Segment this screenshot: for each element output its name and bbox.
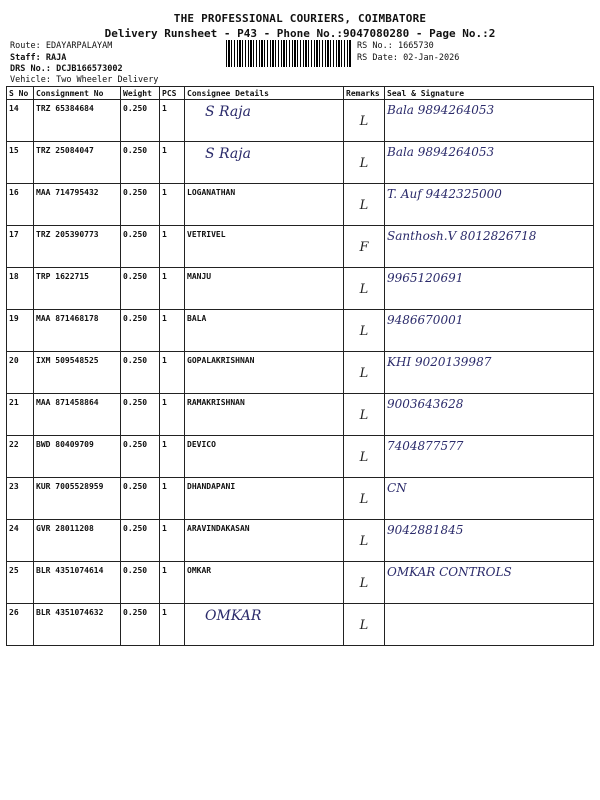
cell-remarks: [344, 184, 385, 226]
cell-weight: 0.250: [121, 478, 160, 520]
table-row: [7, 184, 594, 226]
remark-mark: L: [359, 366, 369, 381]
cell-signature: [385, 478, 594, 520]
cell-consignee: [185, 436, 344, 478]
cell-signature: [385, 436, 594, 478]
cell-weight: 0.250: [121, 436, 160, 478]
rs-no-value: 1665730: [397, 41, 434, 51]
signature: 9486670001: [387, 313, 464, 327]
delivery-table: [6, 86, 594, 646]
handwritten-consignee: OMKAR: [205, 608, 262, 624]
cell-weight: 0.250: [121, 184, 160, 226]
cell-remarks: [344, 436, 385, 478]
cell-remarks: [344, 142, 385, 184]
cell-signature: [385, 268, 594, 310]
remark-mark: L: [359, 198, 369, 213]
cell-consignee: [185, 520, 344, 562]
rs-no-line: RS No.: 1665730: [357, 41, 434, 51]
cell-weight: 0.250: [121, 268, 160, 310]
table-row: [7, 352, 594, 394]
cell-remarks: [344, 478, 385, 520]
handwritten-consignee: S Raja: [205, 146, 251, 162]
cell-sno: 17: [7, 226, 34, 268]
cell-consignment: TRZ 205390773: [34, 226, 121, 268]
cell-sno: 22: [7, 436, 34, 478]
cell-consignee: [185, 604, 344, 646]
cell-remarks: [344, 226, 385, 268]
col-weight: Weight: [121, 87, 160, 100]
signature: Bala 9894264053: [387, 145, 495, 159]
signature: 7404877577: [387, 439, 464, 453]
cell-pcs: 1: [160, 604, 185, 646]
cell-signature: [385, 562, 594, 604]
remark-mark: L: [359, 534, 369, 549]
cell-pcs: 1: [160, 520, 185, 562]
consignee-name: VETRIVEL: [187, 230, 226, 239]
cell-weight: 0.250: [121, 142, 160, 184]
cell-consignment: TRZ 65384684: [34, 100, 121, 142]
cell-sno: 21: [7, 394, 34, 436]
cell-remarks: [344, 562, 385, 604]
cell-consignment: MAA 871468178: [34, 310, 121, 352]
remark-mark: L: [359, 156, 369, 171]
remark-mark: L: [359, 576, 369, 591]
cell-consignee: [185, 184, 344, 226]
cell-sno: 18: [7, 268, 34, 310]
remark-mark: L: [359, 324, 369, 339]
signature: OMKAR CONTROLS: [387, 565, 512, 579]
cell-consignment: MAA 871458864: [34, 394, 121, 436]
table-row: [7, 562, 594, 604]
signature: 9003643628: [387, 397, 464, 411]
cell-pcs: 1: [160, 226, 185, 268]
table-row: [7, 310, 594, 352]
cell-remarks: [344, 310, 385, 352]
runsheet-subtitle: Delivery Runsheet - P43 - Phone No.:9047080280 - Page No.:2: [104, 27, 496, 40]
cell-pcs: 1: [160, 142, 185, 184]
cell-weight: 0.250: [121, 520, 160, 562]
cell-consignee: [185, 268, 344, 310]
signature: Santhosh.V 8012826718: [387, 229, 537, 243]
cell-remarks: [344, 604, 385, 646]
cell-remarks: [344, 268, 385, 310]
consignee-name: OMKAR: [187, 566, 212, 575]
rs-date-value: 02-Jan-2026: [403, 53, 460, 63]
col-consignee: Consignee Details: [185, 87, 344, 100]
table-row: [7, 100, 594, 142]
table-row: [7, 436, 594, 478]
consignee-name: LOGANATHAN: [187, 188, 236, 197]
table-row: [7, 478, 594, 520]
route-line: Route: EDAYARPALAYAM: [10, 41, 113, 51]
cell-sno: 26: [7, 604, 34, 646]
remark-mark: F: [359, 240, 369, 255]
col-sno: S No: [7, 87, 34, 100]
cell-consignment: BLR 4351074614: [34, 562, 121, 604]
col-pcs: PCS: [160, 87, 185, 100]
consignee-name: DEVICO: [187, 440, 216, 449]
remark-mark: L: [359, 282, 369, 297]
consignee-name: DHANDAPANI: [187, 482, 236, 491]
cell-remarks: [344, 394, 385, 436]
consignee-name: GOPALAKRISHNAN: [187, 356, 255, 365]
signature: T. Auf 9442325000: [387, 187, 502, 201]
vehicle-line: Vehicle: Two Wheeler Delivery: [10, 75, 159, 85]
cell-signature: [385, 352, 594, 394]
cell-remarks: [344, 520, 385, 562]
drs-line: DRS No.: DCJB166573002: [10, 64, 123, 74]
signature: Bala 9894264053: [387, 103, 495, 117]
table-row: [7, 604, 594, 646]
cell-sno: 25: [7, 562, 34, 604]
cell-weight: 0.250: [121, 352, 160, 394]
remark-mark: L: [359, 618, 369, 633]
col-consignment: Consignment No: [34, 87, 121, 100]
cell-signature: [385, 394, 594, 436]
drs-value: DCJB166573002: [56, 64, 123, 74]
table-row: [7, 268, 594, 310]
signature: CN: [387, 481, 407, 495]
cell-signature: [385, 310, 594, 352]
table-row: [7, 394, 594, 436]
cell-pcs: 1: [160, 184, 185, 226]
staff-line: Staff: RAJA: [10, 53, 67, 63]
barcode: [226, 40, 351, 67]
col-signature: Seal & Signature: [385, 87, 594, 100]
cell-pcs: 1: [160, 352, 185, 394]
cell-consignee: [185, 100, 344, 142]
cell-weight: 0.250: [121, 100, 160, 142]
cell-consignee: [185, 352, 344, 394]
cell-pcs: 1: [160, 478, 185, 520]
cell-signature: [385, 520, 594, 562]
cell-consignment: BWD 80409709: [34, 436, 121, 478]
cell-weight: 0.250: [121, 604, 160, 646]
cell-remarks: [344, 100, 385, 142]
cell-signature: [385, 184, 594, 226]
cell-consignment: TRZ 25084047: [34, 142, 121, 184]
cell-sno: 19: [7, 310, 34, 352]
cell-signature: [385, 100, 594, 142]
route-value: EDAYARPALAYAM: [45, 41, 113, 51]
cell-pcs: 1: [160, 100, 185, 142]
cell-sno: 20: [7, 352, 34, 394]
cell-signature: [385, 142, 594, 184]
rs-date-line: RS Date: 02-Jan-2026: [357, 53, 460, 63]
table-row: [7, 226, 594, 268]
cell-sno: 24: [7, 520, 34, 562]
cell-remarks: [344, 352, 385, 394]
consignee-name: ARAVINDAKASAN: [187, 524, 250, 533]
cell-consignment: IXM 509548525: [34, 352, 121, 394]
table-row: [7, 142, 594, 184]
remark-mark: L: [359, 114, 369, 129]
cell-consignee: [185, 562, 344, 604]
cell-pcs: 1: [160, 562, 185, 604]
cell-consignee: [185, 226, 344, 268]
remark-mark: L: [359, 450, 369, 465]
consignee-name: MANJU: [187, 272, 212, 281]
cell-consignment: BLR 4351074632: [34, 604, 121, 646]
cell-consignee: [185, 142, 344, 184]
staff-value: RAJA: [45, 53, 67, 63]
consignee-name: BALA: [187, 314, 207, 323]
cell-sno: 23: [7, 478, 34, 520]
cell-consignee: [185, 310, 344, 352]
signature: 9042881845: [387, 523, 464, 537]
signature: KHI 9020139987: [387, 355, 492, 369]
cell-consignment: GVR 28011208: [34, 520, 121, 562]
cell-signature: [385, 226, 594, 268]
cell-consignment: TRP 1622715: [34, 268, 121, 310]
cell-sno: 15: [7, 142, 34, 184]
remark-mark: L: [359, 408, 369, 423]
cell-sno: 16: [7, 184, 34, 226]
signature: 9965120691: [387, 271, 464, 285]
cell-weight: 0.250: [121, 562, 160, 604]
cell-signature: [385, 604, 594, 646]
cell-consignee: [185, 478, 344, 520]
company-title: THE PROFESSIONAL COURIERS, COIMBATORE: [173, 12, 427, 25]
col-remarks: Remarks: [344, 87, 385, 100]
cell-pcs: 1: [160, 310, 185, 352]
remark-mark: L: [359, 492, 369, 507]
cell-weight: 0.250: [121, 310, 160, 352]
cell-pcs: 1: [160, 268, 185, 310]
cell-consignment: KUR 7005528959: [34, 478, 121, 520]
cell-consignment: MAA 714795432: [34, 184, 121, 226]
consignee-name: RAMAKRISHNAN: [187, 398, 245, 407]
table-row: [7, 520, 594, 562]
cell-pcs: 1: [160, 394, 185, 436]
cell-consignee: [185, 394, 344, 436]
cell-sno: 14: [7, 100, 34, 142]
handwritten-consignee: S Raja: [205, 104, 251, 120]
table-header-row: [7, 87, 594, 100]
cell-pcs: 1: [160, 436, 185, 478]
vehicle-value: Two Wheeler Delivery: [56, 75, 159, 85]
cell-weight: 0.250: [121, 226, 160, 268]
cell-weight: 0.250: [121, 394, 160, 436]
